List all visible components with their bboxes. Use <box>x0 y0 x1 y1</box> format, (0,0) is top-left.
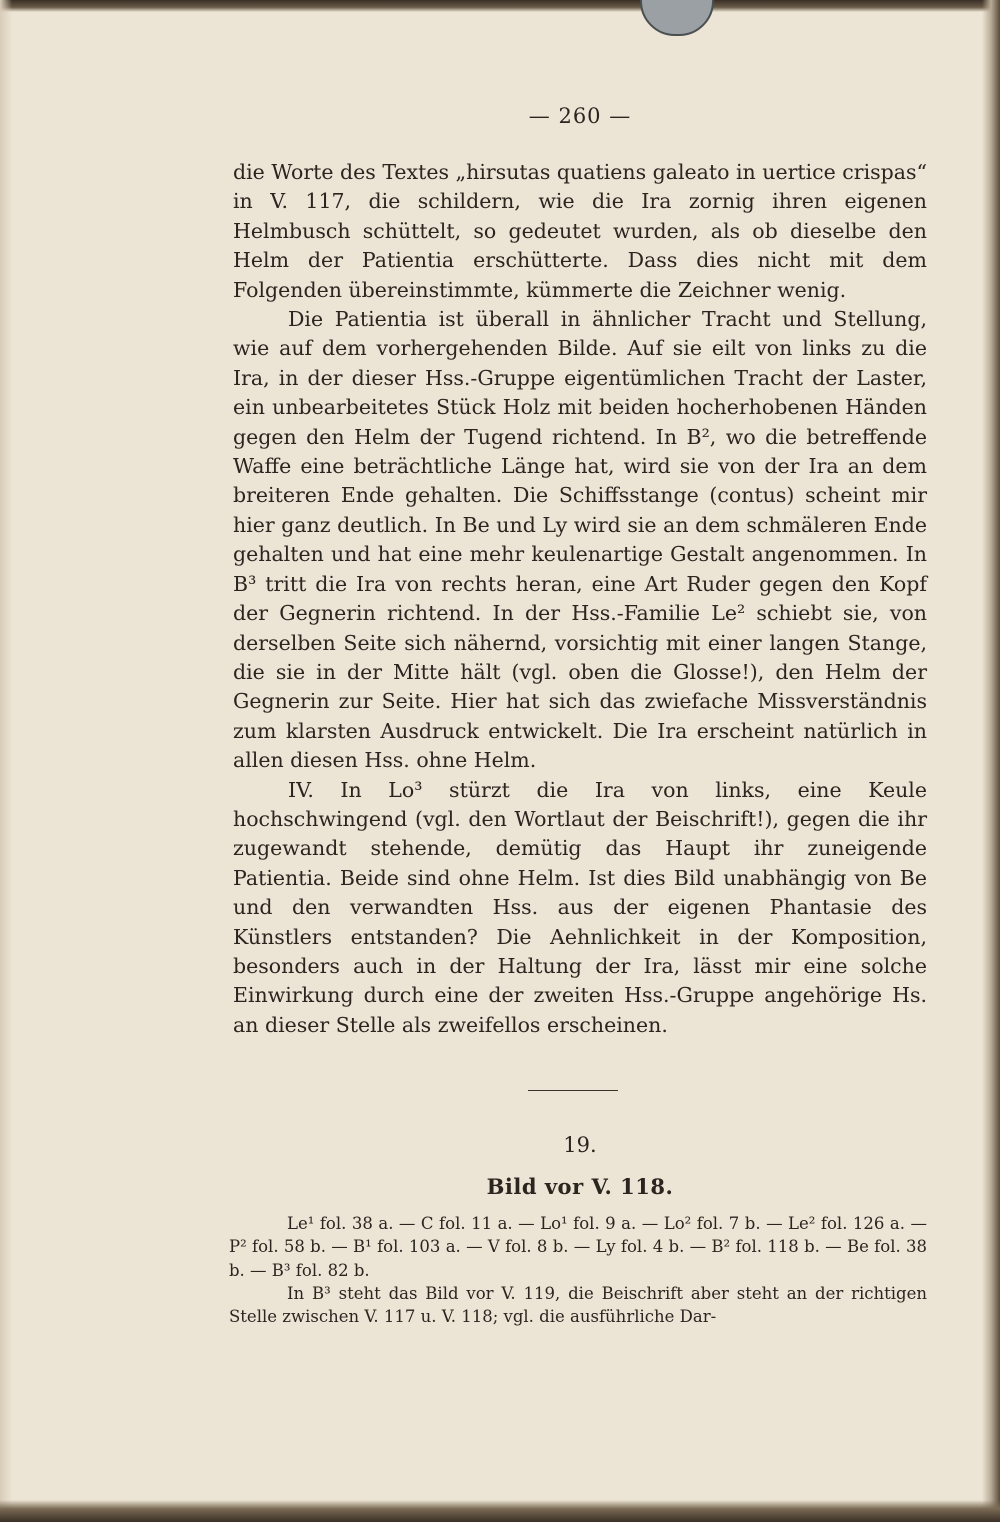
page-left-edge <box>0 0 12 1522</box>
manuscript-notes <box>229 1212 927 1328</box>
paragraph: IV. In Lo³ stürzt die Ira von links, eine Keule hochschwingend (vgl. den Wortlaut der Beischrift!), gegen die ihr zugewandt stehende, demütig das Haupt ihr zuneigende Patientia. Beide sind ohne Helm. Ist dies Bild unabhängig von Be und den verwandten Hss. aus der eigenen Phantasie des Künstlers entstanden? Die Aehnlichkeit in der Komposition, besonders auch in der Haltung der Ira, lässt mir eine solche Einwirkung durch eine der zweiten Hss.-Gruppe angehörige Hs. an dieser Stelle als zweifellos erscheinen. <box>233 777 927 1037</box>
page-clip <box>640 0 714 36</box>
paragraph: Die Patientia ist überall in ähnlicher Tracht und Stellung, wie auf dem vorhergehenden Bilde. Auf sie eilt von links zu die Ira, in der dieser Hss.-Gruppe eigentümlichen Tracht der Laster, ein unbearbeitetes Stück Holz mit beiden hocherhobenen Händen gegen den Helm der Tugend richtend. In B², wo die betreffende Waffe eine beträchtliche Länge hat, wird sie von der Ira an dem breiteren Ende gehalten. Die Schiffsstange (contus) scheint mir hier ganz deutlich. In Be und Ly wird sie an dem schmäleren Ende gehalten und hat eine mehr keulenartige Gestalt angenommen. In B³ tritt die Ira von rechts heran, eine Art Ruder gegen den Kopf der Gegnerin richtend. In der Hss.-Familie Le² schiebt sie, von derselben Seite sich nähernd, vorsichtig mit einer langen Stange, die sie in der Mitte hält (vgl. oben die Glosse!), den Helm der Gegnerin zur Seite. Hier hat sich das zwiefache Missverständnis zum klarsten Ausdruck entwickelt. Die Ira erscheint natürlich in allen diesen Hss. ohne Helm. <box>233 307 927 773</box>
page-right-edge <box>982 0 1000 1522</box>
note-paragraph: In B³ steht das Bild vor V. 119, die Beischrift aber steht an der richtigen Stelle zwischen V. 117 u. V. 118; vgl. die ausführliche Dar- <box>229 1283 927 1327</box>
page-bottom-edge <box>0 1500 1000 1522</box>
note-paragraph: Le¹ fol. 38 a. — C fol. 11 a. — Lo¹ fol. 9 a. — Lo² fol. 7 b. — Le² fol. 126 a. — P² fol. 58 b. — B¹ fol. 103 a. — V fol. 8 b. — Ly fol. 4 b. — B² fol. 118 b. — Be fol. 38 b. — B³ fol. 82 b. <box>229 1214 927 1280</box>
section-divider <box>528 1090 618 1091</box>
page-number: — 260 — <box>528 104 632 128</box>
paragraph: die Worte des Textes „hirsutas quatiens galeato in uertice crispas“ in V. 117, die schildern, wie die Ira zornig ihren eigenen Helmbusch schüttelt, so gedeutet wurden, als ob dieselbe den Helm der Patientia erschütterte. Dass dies nicht mit dem Folgenden übereinstimmte, kümmerte die Zeichner wenig. <box>233 160 928 302</box>
page-top-edge <box>0 0 1000 12</box>
main-text <box>233 158 927 1040</box>
section-title: Bild vor V. 118. <box>486 1174 674 1199</box>
section-number: 19. <box>563 1133 597 1157</box>
